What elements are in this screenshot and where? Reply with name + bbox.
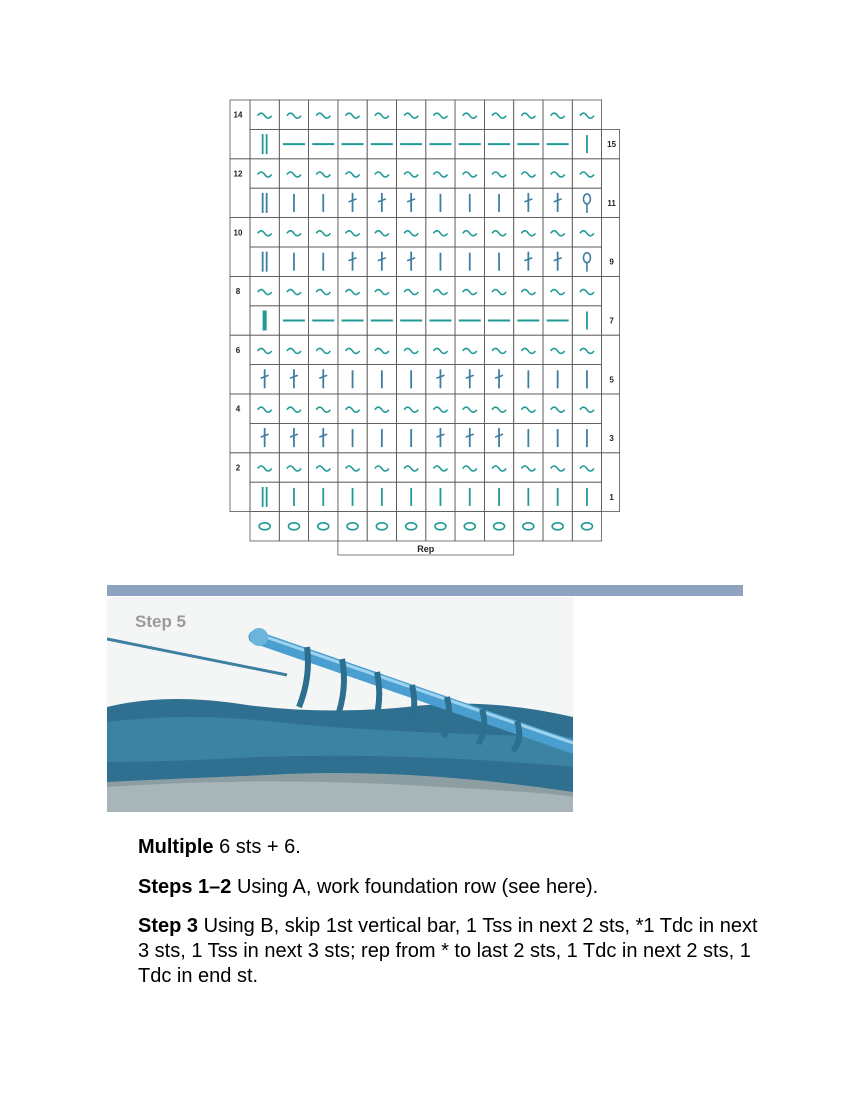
return-stitch-symbol [375,113,389,118]
return-stitch-symbol [580,407,594,412]
return-stitch-symbol [287,113,301,118]
crochet-hook-photo [107,597,573,812]
return-stitch-symbol [404,290,418,295]
left-row-bracket [230,276,250,335]
rep-label: Rep [417,544,435,554]
return-stitch-symbol [287,290,301,295]
multiple-body: 6 sts + 6. [213,836,301,858]
foundation-cell [543,512,572,541]
chain-symbol [406,523,417,530]
return-stitch-symbol [521,113,535,118]
return-stitch-symbol [258,113,272,118]
return-stitch-symbol [580,231,594,236]
foundation-cell [397,512,426,541]
row-number: 12 [233,169,243,179]
return-stitch-symbol [580,172,594,177]
return-stitch-symbol [433,113,447,118]
chain-symbol [435,523,446,530]
return-stitch-symbol [521,407,535,412]
return-stitch-symbol [346,348,360,353]
row-number: 3 [609,434,614,444]
return-stitch-symbol [433,348,447,353]
return-stitch-symbol [258,407,272,412]
return-stitch-symbol [287,466,301,471]
foundation-cell [514,512,543,541]
step-3-body: Using B, skip 1st vertical bar, 1 Tss in next 2 sts, *1 Tdc in next 3 sts, 1 Tss in next 3 sts; rep from * to last 2 sts, 1 Tdc in next 2 sts, 1 Tdc in end st. [138,915,758,987]
return-stitch-symbol [551,290,565,295]
left-row-bracket [230,335,250,394]
return-stitch-symbol [492,466,506,471]
foundation-cell [426,512,455,541]
row-number: 10 [233,228,243,238]
return-stitch-symbol [521,348,535,353]
right-row-bracket [602,218,620,277]
return-stitch-symbol [375,348,389,353]
return-stitch-symbol [433,407,447,412]
steps-1-2-label: Steps 1–2 [138,876,232,898]
left-row-bracket [230,453,250,512]
return-stitch-symbol [375,290,389,295]
left-row-bracket [230,394,250,453]
return-stitch-symbol [404,348,418,353]
return-stitch-symbol [346,172,360,177]
chain-symbol [318,523,329,530]
return-stitch-symbol [551,466,565,471]
steps-1-2-paragraph [138,875,758,900]
return-stitch-symbol [463,466,477,471]
step-5-photo [107,597,573,812]
right-row-bracket [602,159,620,218]
return-stitch-symbol [375,231,389,236]
return-stitch-symbol [492,348,506,353]
return-stitch-symbol [258,466,272,471]
row-number: 2 [235,463,241,473]
left-row-bracket [230,159,250,218]
return-stitch-symbol [492,231,506,236]
return-stitch-symbol [404,231,418,236]
foundation-cell [572,512,601,541]
return-stitch-symbol [551,231,565,236]
foundation-cell [250,512,279,541]
return-stitch-symbol [433,172,447,177]
row-number: 7 [609,316,614,326]
row-number: 8 [235,287,241,297]
return-stitch-symbol [404,172,418,177]
return-stitch-symbol [551,172,565,177]
return-stitch-symbol [346,466,360,471]
return-stitch-symbol [258,290,272,295]
return-stitch-symbol [521,172,535,177]
return-stitch-symbol [346,407,360,412]
return-stitch-symbol [375,172,389,177]
return-stitch-symbol [580,290,594,295]
return-stitch-symbol [287,172,301,177]
return-stitch-symbol [580,113,594,118]
foundation-cell [484,512,513,541]
left-row-bracket [230,100,250,159]
return-stitch-symbol [492,172,506,177]
chain-symbol [288,523,299,530]
return-stitch-symbol [521,231,535,236]
return-stitch-symbol [580,466,594,471]
return-stitch-symbol [316,348,330,353]
chart-cell [572,188,601,217]
foundation-cell [367,512,396,541]
row-number: 14 [233,110,243,120]
return-stitch-symbol [463,290,477,295]
right-row-bracket [602,276,620,335]
chain-symbol [581,523,592,530]
chart-cell [250,482,279,511]
foundation-cell [455,512,484,541]
chain-symbol [494,523,505,530]
return-stitch-symbol [463,113,477,118]
steps-1-2-body: Using A, work foundation row (see here). [231,876,599,898]
return-stitch-symbol [346,113,360,118]
return-stitch-symbol [404,407,418,412]
return-stitch-symbol [492,407,506,412]
foundation-cell [309,512,338,541]
row-number: 11 [607,198,616,208]
chart-cell [250,188,279,217]
right-row-bracket [602,335,620,394]
return-stitch-symbol [463,348,477,353]
return-stitch-symbol [492,290,506,295]
return-stitch-symbol [258,348,272,353]
return-stitch-symbol [551,348,565,353]
return-stitch-symbol [433,290,447,295]
return-stitch-symbol [463,407,477,412]
return-stitch-symbol [521,466,535,471]
row-number: 5 [609,375,614,385]
return-stitch-symbol [433,466,447,471]
return-stitch-symbol [258,231,272,236]
row-number: 6 [235,345,241,355]
return-stitch-symbol [463,231,477,236]
return-stitch-symbol [346,290,360,295]
return-stitch-symbol [375,466,389,471]
return-stitch-symbol [287,407,301,412]
return-stitch-symbol [404,113,418,118]
end-stitch-symbol [583,194,590,204]
return-stitch-symbol [463,172,477,177]
chart-cell [572,247,601,276]
multiple-paragraph [138,835,758,860]
return-stitch-symbol [346,231,360,236]
multiple-label: Multiple [138,836,214,858]
return-stitch-symbol [316,231,330,236]
chain-symbol [464,523,475,530]
return-stitch-symbol [316,172,330,177]
row-number: 4 [235,404,241,414]
return-stitch-symbol [287,348,301,353]
row-number: 15 [607,140,617,150]
foundation-cell [338,512,367,541]
return-stitch-symbol [551,407,565,412]
foundation-cell [279,512,308,541]
step-3-paragraph [138,914,758,989]
left-row-bracket [230,218,250,277]
return-stitch-symbol [316,466,330,471]
return-stitch-symbol [521,290,535,295]
return-stitch-symbol [287,231,301,236]
photo-label: Step 5 [135,612,187,631]
chain-symbol [347,523,358,530]
row-number: 1 [609,492,614,502]
chain-symbol [552,523,563,530]
chain-symbol [523,523,534,530]
return-stitch-symbol [316,407,330,412]
return-stitch-symbol [492,113,506,118]
section-divider [107,585,743,596]
edge-bar-symbol [263,311,267,331]
return-stitch-symbol [551,113,565,118]
row-number: 9 [609,257,614,267]
end-stitch-symbol [583,253,590,263]
return-stitch-symbol [404,466,418,471]
return-stitch-symbol [580,348,594,353]
right-row-bracket [602,394,620,453]
step-3-label: Step 3 [138,915,199,937]
return-stitch-symbol [316,290,330,295]
return-stitch-symbol [433,231,447,236]
right-row-bracket [602,453,620,512]
chart-cell [250,247,279,276]
return-stitch-symbol [258,172,272,177]
chain-symbol [376,523,387,530]
chart-cell [250,129,279,158]
return-stitch-symbol [316,113,330,118]
chain-symbol [259,523,270,530]
return-stitch-symbol [375,407,389,412]
